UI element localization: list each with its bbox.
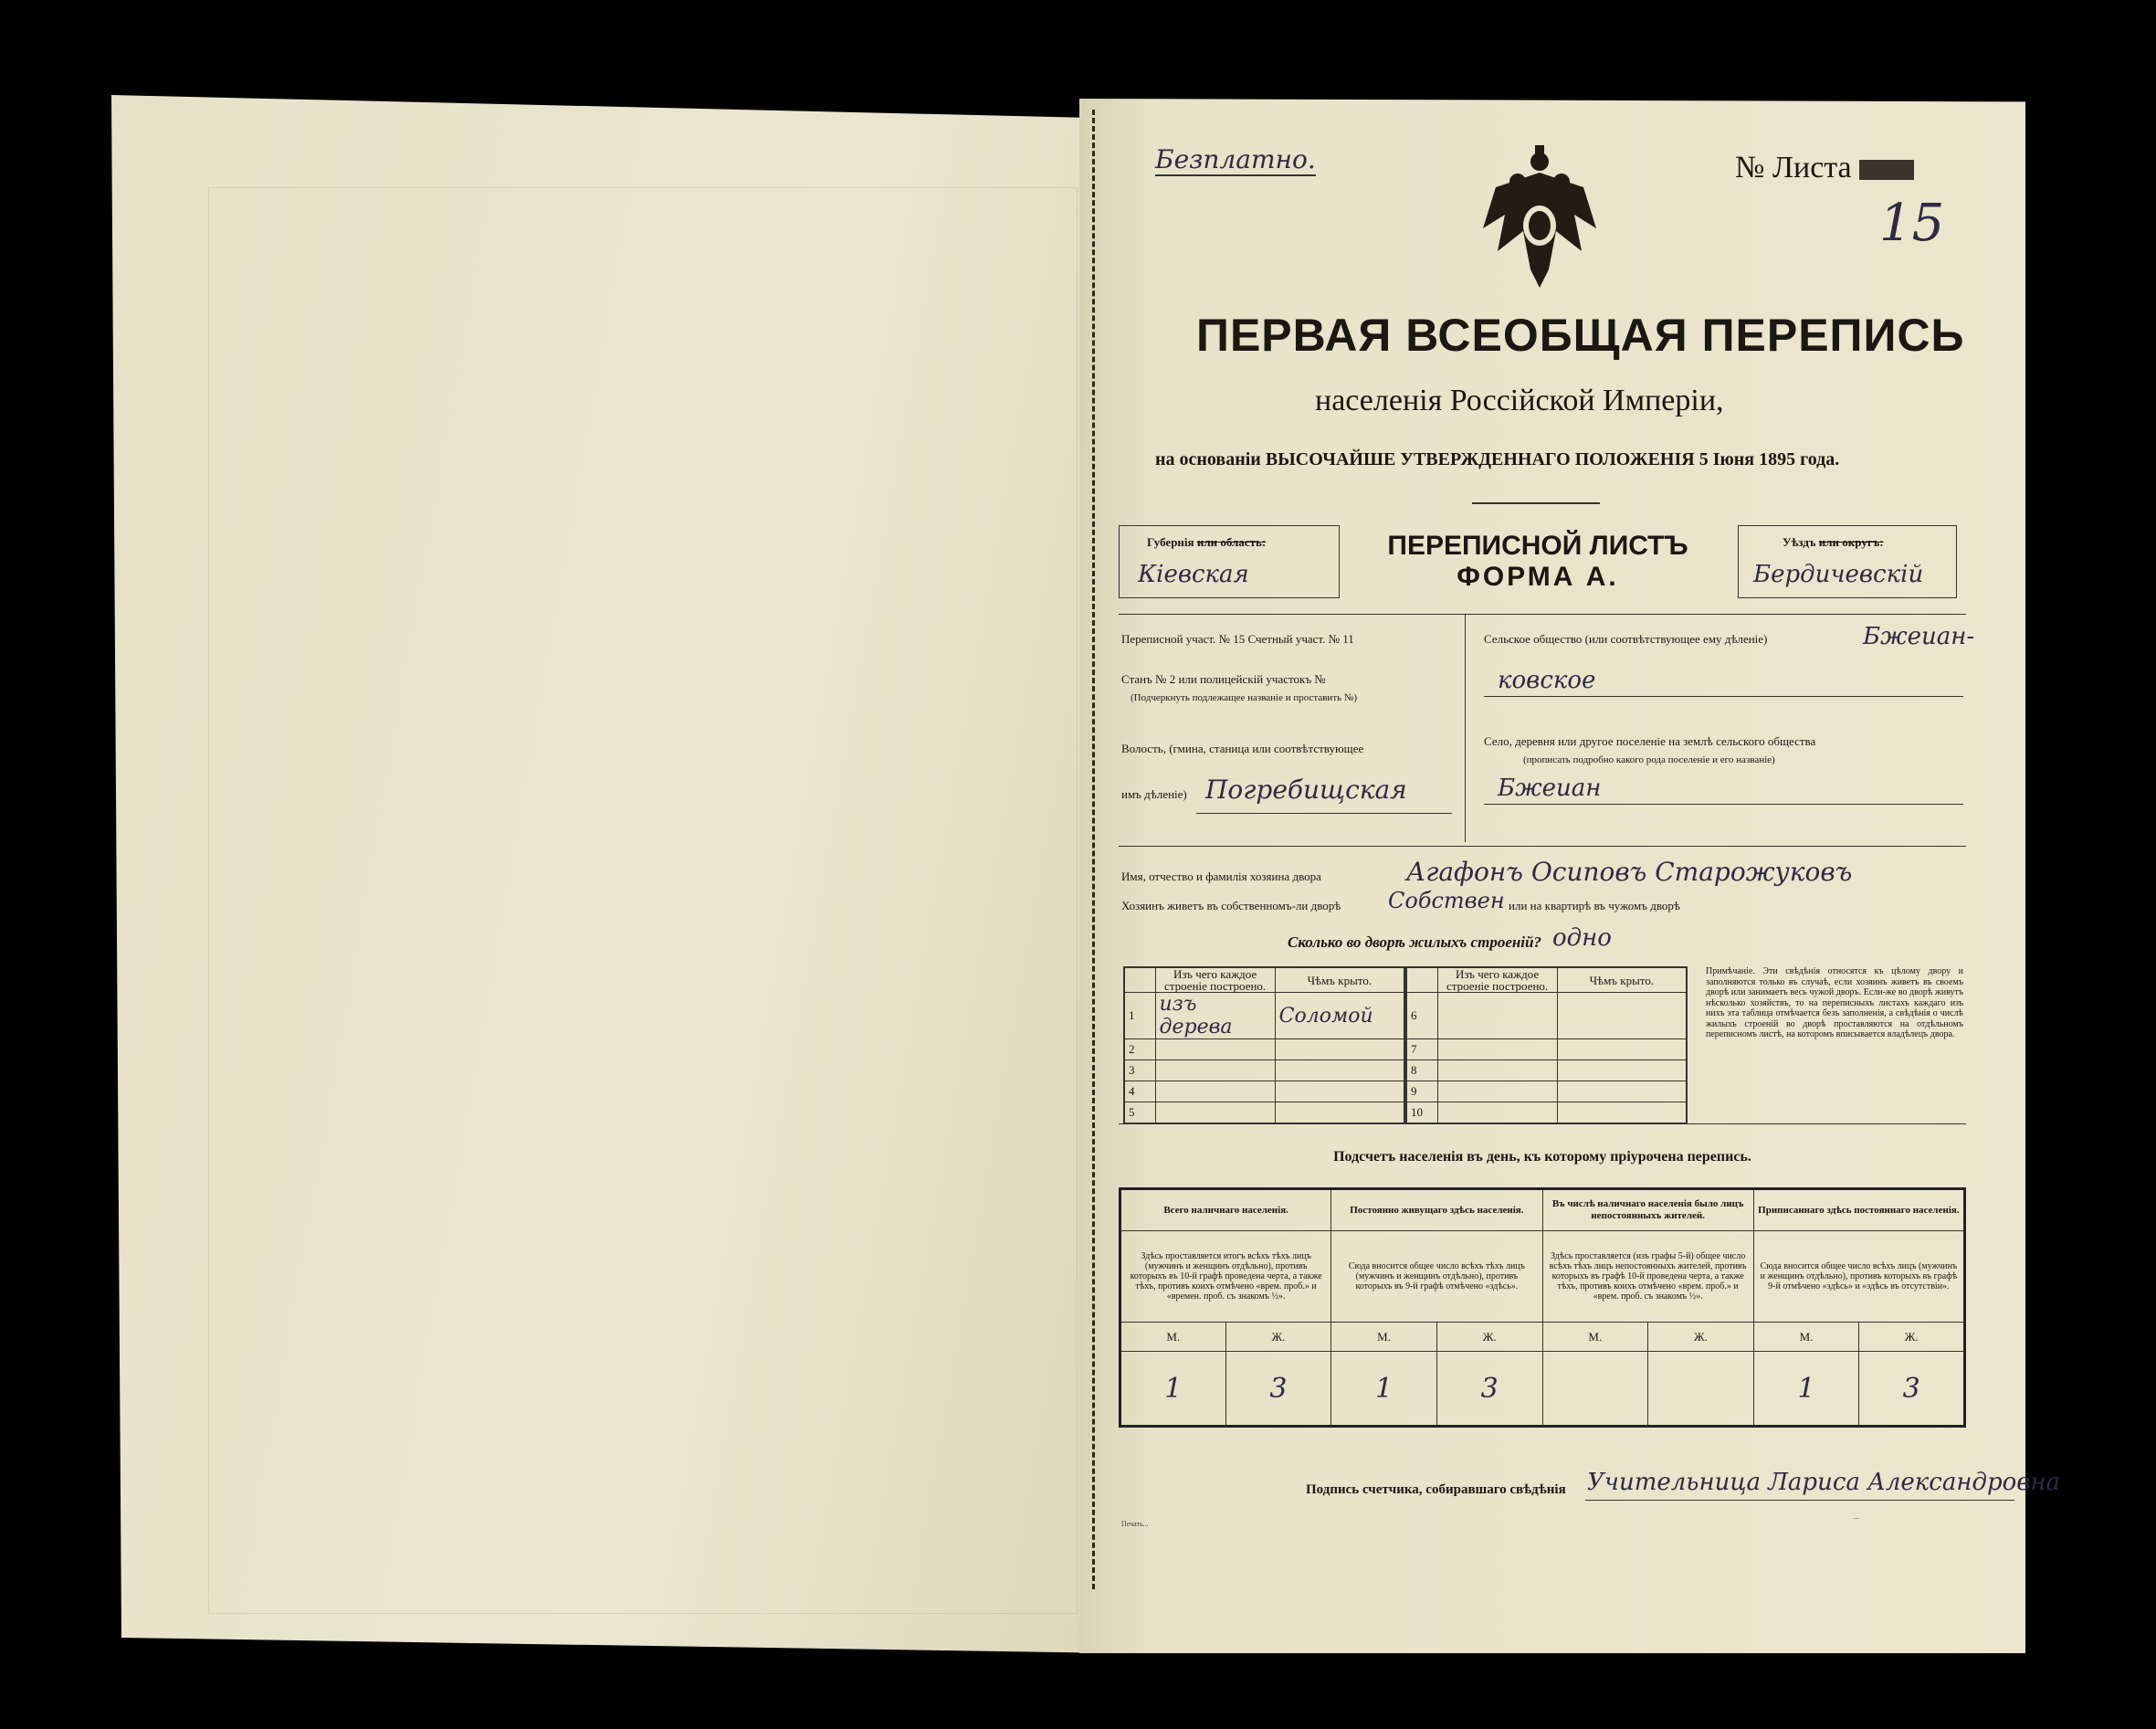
volost-underline <box>1196 813 1452 814</box>
female-header: Ж. <box>1225 1323 1331 1352</box>
male-header: М. <box>1753 1323 1859 1352</box>
table-row: 2 7 <box>1124 1039 1687 1060</box>
residence-line-2: или на квартирѣ въ чужомъ дворѣ <box>1509 899 1680 912</box>
buildings-table: Изъ чего каждое строеніе построено. Чѣмъ крыто. Изъ чего каждое строеніе построено. Чѣмъ крыто. 1 изъ дерева Соломой 6 2 7 3 8 4 9 5 10 <box>1123 966 1688 1124</box>
table-row: 3 8 <box>1124 1060 1687 1081</box>
society-line: Сельское общество (или соотвѣтствующее ему дѣленіе) <box>1484 632 1768 646</box>
male-header: М. <box>1120 1323 1226 1352</box>
village-line: Село, деревня или другое поселеніе на землѣ сельского общества <box>1484 734 1816 748</box>
ornament-divider <box>1472 502 1600 504</box>
volost-value: Погребищская <box>1205 775 1407 805</box>
count-group-title: Приписаннаго здѣсь постояннаго населенія. <box>1753 1189 1964 1231</box>
legal-basis: на основаніи ВЫСОЧАЙШЕ УТВЕРЖДЕННАГО ПОЛОЖЕНІЯ 5 Іюня 1895 года. <box>1155 449 1840 469</box>
owner-value: Агафонъ Осиповъ Старожуковъ <box>1406 857 1853 887</box>
gubernia-box: Губернія или область: Кіевская <box>1119 525 1340 598</box>
count-group-desc: Сюда вносится общее число всѣхъ лицъ (мужчинъ и женщинъ отдѣльно), противъ которыхъ въ графѣ 9-й отмѣчено «здѣсь» и «здѣсь въ отсутствіи». <box>1753 1231 1964 1323</box>
society-value: Бжеиан- <box>1863 623 1975 650</box>
female-header: Ж. <box>1648 1323 1754 1352</box>
printer-imprint-right: ... <box>1854 1513 1859 1521</box>
printer-imprint-left: Печать... <box>1121 1520 1149 1528</box>
signature-label: Подпись счетчика, собиравшаго свѣдѣнія <box>1306 1482 1566 1497</box>
society-underline <box>1484 696 1963 697</box>
uezd-value: Бердичевскій <box>1753 561 1924 588</box>
left-page-frame <box>208 187 1078 1614</box>
village-note: (прописать подробно какого рода поселеніе и его названіе) <box>1523 754 1775 765</box>
count-group-title: Всего наличнаго населенія. <box>1120 1189 1331 1231</box>
page-subtitle: населенія Россійской Имперіи, <box>1315 384 1724 417</box>
volost-line: Волость, (гмина, станица или соотвѣтствующее <box>1121 742 1364 755</box>
imperial-eagle-emblem <box>1478 142 1602 292</box>
female-header: Ж. <box>1436 1323 1542 1352</box>
count-top-rule <box>1119 1123 1966 1124</box>
table-row: 1 3 1 3 1 3 <box>1120 1352 1965 1427</box>
details-divider <box>1465 614 1466 842</box>
binding-perforation <box>1092 110 1095 1589</box>
village-underline <box>1484 804 1963 805</box>
buildings-value: одно <box>1552 924 1612 952</box>
gubernia-value: Кіевская <box>1138 561 1249 588</box>
table-row: 1 изъ дерева Соломой 6 <box>1124 993 1687 1039</box>
form-title: ПЕРЕПИСНОЙ ЛИСТЪ ФОРМА А. <box>1387 531 1688 592</box>
owner-line: Имя, отчество и фамилія хозяина двора <box>1121 870 1321 883</box>
table-row: 4 9 <box>1124 1081 1687 1102</box>
sheet-number-label: № Листа <box>1735 151 1914 185</box>
signature-underline <box>1585 1500 2014 1501</box>
volost-line-2: имъ дѣленіе) <box>1121 787 1187 801</box>
sheet-number-handwritten: 15 <box>1879 194 1945 253</box>
count-title: Подсчетъ населенія въ день, къ которому пріурочена перепись. <box>1333 1149 1751 1165</box>
female-header: Ж. <box>1859 1323 1965 1352</box>
count-group-desc: Сюда вносится общее число всѣхъ тѣхъ лицъ (мужчинъ и женщинъ отдѣльно), противъ которыхъ въ 9-й графѣ отмѣчено «здѣсь». <box>1331 1231 1542 1323</box>
male-header: М. <box>1331 1323 1437 1352</box>
society-value-2: ковское <box>1498 667 1596 694</box>
count-group-desc: Здѣсь проставляется (изъ графы 5-й) общее число всѣхъ тѣхъ лицъ непостоянныхъ жителей, противъ которыхъ въ графѣ 10-й проведена черта, а также тѣхъ, противъ коихъ отмѣчено «врем. проб.» и «врем. проб. съ знакомъ ½». <box>1542 1231 1753 1323</box>
stan-line: Станъ № 2 или полицейскій участокъ № <box>1121 672 1326 686</box>
population-count-table <box>1119 1187 1966 1428</box>
stan-note: (Подчеркнуть подлежащее названіе и проставить №) <box>1131 692 1358 703</box>
count-group-title: Постоянно живущаго здѣсь населенія. <box>1331 1189 1542 1231</box>
residence-line: Хозяинъ живетъ въ собственномъ-ли дворѣ <box>1121 899 1341 912</box>
signature-value: Учительница Лариса Александровна <box>1587 1469 2061 1496</box>
details-top-rule <box>1119 614 1966 615</box>
free-label: Безплатно. <box>1155 144 1316 174</box>
residence-value: Собствен <box>1388 888 1505 913</box>
count-group-title: Въ числѣ наличнаго населенія было лицъ непостоянныхъ жителей. <box>1542 1189 1753 1231</box>
uezd-box: Уѣздъ или округъ: Бердичевскій <box>1738 525 1957 598</box>
table-row: 5 10 <box>1124 1102 1687 1124</box>
count-group-desc: Здѣсь проставляется итогъ всѣхъ тѣхъ лицъ (мужчинъ и женщинъ отдѣльно), противъ которыхъ въ 10-й графѣ проведена черта, а также тѣхъ, противъ коихъ отмѣчено «врем. проб.» и «времен. проб. съ знакомъ ½». <box>1120 1231 1331 1323</box>
page-title: ПЕРВАЯ ВСЕОБЩАЯ ПЕРЕПИСЬ <box>1196 310 1965 361</box>
buildings-note: Примѣчаніе. Эти свѣдѣнія относятся къ цѣлому двору и заполняются только въ случаѣ, если хозяинъ живетъ въ своемъ дворѣ или занимаетъ весь чужой дворъ. Если-же во дворѣ живутъ нѣсколько хозяйствъ, то на переписныхъ листахъ каждаго изъ нихъ эта таблица отмѣчается безъ заполненія, а свѣдѣнія о числѣ жилыхъ строеній во дворѣ проставляются на отдѣльномъ переписномъ листѣ, на которомъ вписывается владѣлецъ двора. <box>1706 966 1963 1039</box>
details-mid-rule <box>1119 846 1966 847</box>
buildings-question: Сколько во дворѣ жилыхъ строеній? <box>1288 933 1541 951</box>
district-line: Переписной участ. № 15 Счетный участ. № 11 <box>1121 632 1354 646</box>
village-value: Бжеиан <box>1498 775 1602 802</box>
male-header: М. <box>1542 1323 1648 1352</box>
